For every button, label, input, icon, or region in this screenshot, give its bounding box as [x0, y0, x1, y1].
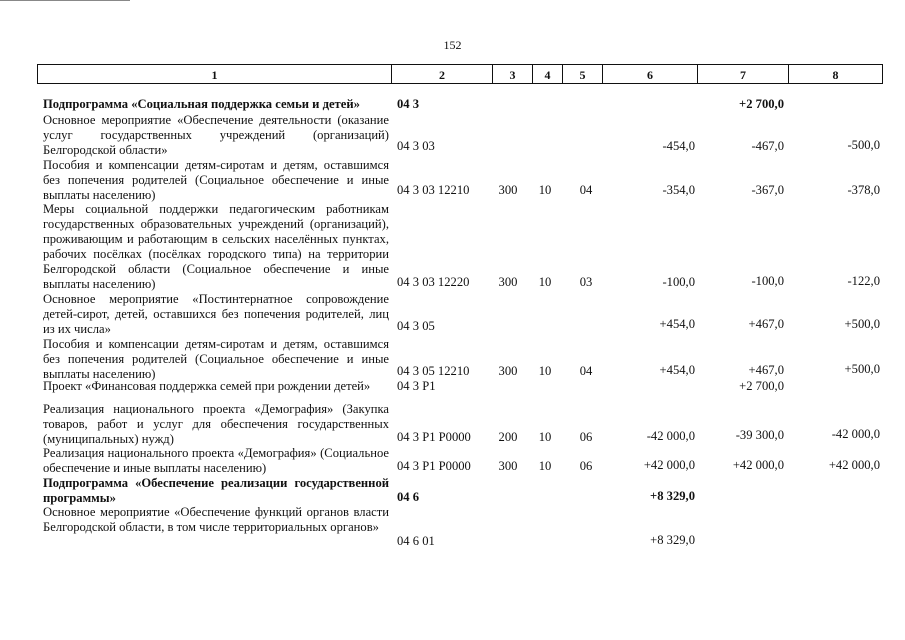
- row-value-col7: -367,0: [751, 183, 784, 197]
- column-header-3: 3: [493, 65, 533, 83]
- row-value-col6: +454,0: [659, 317, 695, 331]
- row-code: 04 3 03 12220: [397, 275, 470, 289]
- row-subsection: 04: [579, 183, 593, 197]
- row-section: 10: [538, 364, 552, 378]
- row-description: Проект «Финансовая поддержка семей при рождении детей»: [43, 379, 371, 393]
- column-header-1: 1: [38, 65, 392, 83]
- row-description: Реализация национального проекта «Демография» (Закупка товаров, работ и услуг для обеспечения государственных (муниципальных) нужд): [43, 402, 389, 446]
- column-header-4: 4: [533, 65, 563, 83]
- row-value-col8: -122,0: [847, 274, 880, 288]
- row-description: Основное мероприятие «Обеспечение деятельности (оказание услуг государственных учреждений (организаций) Белгородской области»: [43, 113, 389, 157]
- row-description: Основное мероприятие «Постинтернатное сопровождение детей-сирот, детей, оставшихся без попечения родителей, лиц из их числа»: [43, 292, 389, 336]
- page-corner-line: [0, 0, 130, 2]
- row-description: Подпрограмма «Социальная поддержка семьи и детей»: [43, 97, 360, 111]
- row-value-col8: -378,0: [847, 183, 880, 197]
- row-code: 04 3: [397, 97, 420, 111]
- table-column-header-row: [37, 64, 883, 84]
- row-value-col8: +500,0: [844, 362, 880, 376]
- row-value-col7: +2 700,0: [739, 97, 784, 111]
- row-value-col8: +42 000,0: [828, 458, 880, 472]
- row-value-col6: -354,0: [662, 183, 695, 197]
- row-code: 04 6 01: [397, 534, 435, 548]
- row-value-col6: +8 329,0: [650, 489, 695, 503]
- row-value-col8: -42 000,0: [831, 427, 880, 441]
- column-header-6: 6: [603, 65, 698, 83]
- row-value-col6: +454,0: [659, 363, 695, 377]
- row-code: 04 3 P1 P0000: [397, 430, 471, 444]
- row-description: Основное мероприятие «Обеспечение функций органов власти Белгородской области, в том числе территориальных органов»: [43, 505, 389, 534]
- row-value-col7: -100,0: [751, 274, 784, 288]
- column-header-2: 2: [392, 65, 493, 83]
- row-subsection: 03: [579, 275, 593, 289]
- row-value-col7: +467,0: [748, 317, 784, 331]
- row-code: 04 3 P1: [397, 379, 436, 393]
- row-code: 04 6: [397, 490, 420, 504]
- row-code: 04 3 03 12210: [397, 183, 470, 197]
- row-description: Реализация национального проекта «Демография» (Социальное обеспечение и иные выплаты населению): [43, 446, 389, 475]
- column-header-8: 8: [832, 68, 839, 82]
- row-value-col7: +42 000,0: [732, 458, 784, 472]
- row-expense-type: 300: [498, 183, 518, 197]
- row-value-col7: -39 300,0: [735, 428, 784, 442]
- row-value-col6: +8 329,0: [650, 533, 695, 547]
- row-value-col7: +467,0: [748, 363, 784, 377]
- row-subsection: 06: [579, 459, 593, 473]
- row-section: 10: [538, 430, 552, 444]
- row-value-col6: -100,0: [662, 275, 695, 289]
- row-expense-type: 300: [498, 364, 518, 378]
- row-section: 10: [538, 459, 552, 473]
- row-value-col6: +42 000,0: [643, 458, 695, 472]
- row-section: 10: [538, 183, 552, 197]
- column-header-5: 5: [563, 65, 603, 83]
- row-subsection: 04: [579, 364, 593, 378]
- row-value-col6: -42 000,0: [646, 429, 695, 443]
- row-expense-type: 200: [498, 430, 518, 444]
- row-description: Подпрограмма «Обеспечение реализации государственной программы»: [43, 476, 389, 505]
- row-subsection: 06: [579, 430, 593, 444]
- row-value-col8: +500,0: [844, 317, 880, 331]
- row-description: Меры социальной поддержки педагогическим работникам государственных образовательных учреждений (организаций), проживающим и работающим в сельских населённых пунктах, рабочих посёлках (посёлках городского типа) на территории Белгородской области (Социальное обеспечение и иные выплаты населению): [43, 202, 389, 291]
- row-code: 04 3 05 12210: [397, 364, 470, 378]
- row-expense-type: 300: [498, 275, 518, 289]
- row-value-col7: -467,0: [751, 139, 784, 153]
- row-code: 04 3 05: [397, 319, 435, 333]
- row-code: 04 3 03: [397, 139, 435, 153]
- row-value-col6: -454,0: [662, 139, 695, 153]
- row-description: Пособия и компенсации детям-сиротам и детям, оставшимся без попечения родителей (Социальное обеспечение и иные выплаты населению): [43, 158, 389, 202]
- row-section: 10: [538, 275, 552, 289]
- row-expense-type: 300: [498, 459, 518, 473]
- row-description: Пособия и компенсации детям-сиротам и детям, оставшимся без попечения родителей (Социальное обеспечение и иные выплаты населению): [43, 337, 389, 381]
- row-code: 04 3 P1 P0000: [397, 459, 471, 473]
- column-header-7: 7: [698, 65, 789, 83]
- page-number: 152: [443, 38, 462, 52]
- row-value-col8: -500,0: [847, 138, 880, 152]
- row-value-col7: +2 700,0: [739, 379, 784, 393]
